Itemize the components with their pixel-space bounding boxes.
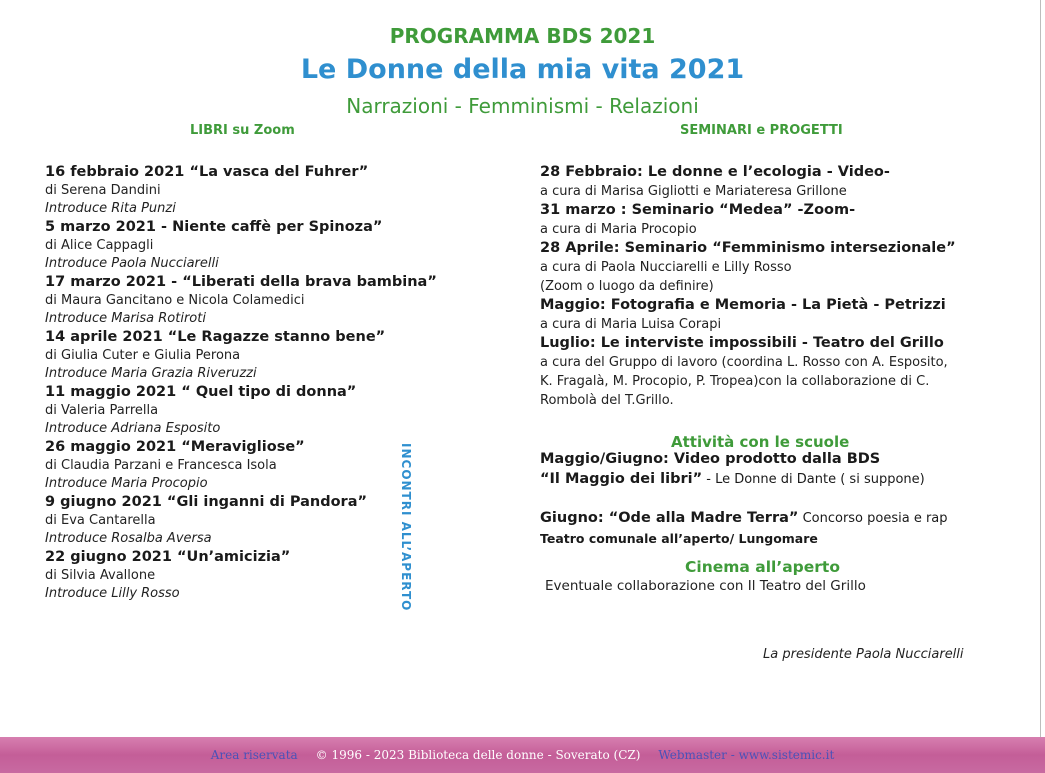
- seminar-title: 31 marzo : Seminario “Medea” -Zoom-: [540, 202, 856, 218]
- program-title: PROGRAMMA BDS 2021: [389, 24, 656, 48]
- seminars-heading: SEMINARI e PROGETTI: [680, 123, 843, 138]
- schools-line-text: - Le Donne di Dante ( si suppone): [702, 472, 925, 487]
- schools-line-text: Maggio/Giugno: Video prodotto dalla BDS: [540, 451, 881, 467]
- seminar-detail: K. Fragalà, M. Procopio, P. Tropea)con la collaborazione di C.: [540, 374, 930, 389]
- schools-line-text: Concorso poesia e rap: [798, 511, 948, 526]
- schools-line-bold: “Il Maggio dei libri”: [540, 471, 703, 487]
- seminar-detail: a cura di Paola Nucciarelli e Lilly Rosso: [540, 260, 792, 275]
- seminar-title: Maggio: Fotografia e Memoria - La Pietà - Petrizzi: [540, 297, 946, 313]
- book-title: 26 maggio 2021 “Meravigliose”: [45, 439, 305, 455]
- page-title: Le Donne della mia vita 2021: [300, 54, 745, 85]
- webmaster-link[interactable]: Webmaster - www.sistemic.it: [658, 748, 835, 762]
- reserved-area-link[interactable]: Area riservata: [210, 748, 298, 762]
- copyright-text: © 1996 - 2023 Biblioteca delle donne - Soverato (CZ): [315, 748, 641, 762]
- book-introducer: Introduce Rosalba Aversa: [45, 531, 212, 546]
- book-author: di Claudia Parzani e Francesca Isola: [45, 458, 277, 473]
- book-introducer: Introduce Maria Grazia Riveruzzi: [45, 366, 257, 381]
- book-item: [45, 493, 405, 548]
- cinema-heading: Cinema all’aperto: [685, 558, 840, 576]
- book-title: 5 marzo 2021 - Niente caffè per Spinoza”: [45, 219, 383, 235]
- page-subtitle: Narrazioni - Femminismi - Relazioni: [346, 94, 699, 118]
- schools-line: [540, 529, 1020, 549]
- book-title: 14 aprile 2021 “Le Ragazze stanno bene”: [45, 329, 386, 345]
- schools-line: [540, 469, 1020, 490]
- schools-heading: Attività con le scuole: [671, 433, 850, 451]
- footer-bar: [0, 737, 1045, 773]
- outdoor-events-label: INCONTRI ALL’APERTO: [399, 443, 413, 612]
- book-introducer: Introduce Rita Punzi: [45, 201, 176, 216]
- book-title: 9 giugno 2021 “Gli inganni di Pandora”: [45, 494, 368, 510]
- seminars-list: [540, 163, 1010, 410]
- book-introducer: Introduce Marisa Rotiroti: [45, 311, 206, 326]
- seminar-detail: Rombolà del T.Grillo.: [540, 393, 674, 408]
- book-item: [45, 163, 405, 218]
- seminar-detail: a cura di Maria Procopio: [540, 222, 697, 237]
- schools-line-bold: Giugno: “Ode alla Madre Terra”: [540, 510, 799, 526]
- seminar-detail: a cura di Marisa Gigliotti e Mariateresa Grillone: [540, 184, 847, 199]
- book-introducer: Introduce Maria Procopio: [45, 476, 208, 491]
- book-author: di Eva Cantarella: [45, 513, 156, 528]
- book-item: [45, 438, 405, 493]
- spacer: [540, 490, 1020, 508]
- seminar-item: [540, 239, 1010, 296]
- cinema-text: Eventuale collaborazione con Il Teatro del Grillo: [545, 578, 866, 594]
- book-introducer: Introduce Paola Nucciarelli: [45, 256, 219, 271]
- book-item: [45, 273, 437, 328]
- book-item: [45, 328, 405, 383]
- book-title: 16 febbraio 2021 “La vasca del Fuhrer”: [45, 164, 369, 180]
- seminar-detail: a cura del Gruppo di lavoro (coordina L. Rosso con A. Esposito,: [540, 355, 948, 370]
- books-heading: LIBRI su Zoom: [190, 123, 295, 138]
- book-item: [45, 383, 405, 438]
- seminar-detail: a cura di Maria Luisa Corapi: [540, 317, 722, 332]
- schools-line: [540, 449, 1020, 469]
- schools-line-venue: Teatro comunale all’aperto/ Lungomare: [540, 531, 818, 546]
- book-item: [45, 548, 405, 603]
- book-title: 11 maggio 2021 “ Quel tipo di donna”: [45, 384, 357, 400]
- book-author: di Valeria Parrella: [45, 403, 159, 418]
- seminar-item: [540, 334, 1010, 410]
- schools-line: [540, 508, 1020, 529]
- schools-section: [540, 449, 1020, 549]
- book-introducer: Introduce Lilly Rosso: [45, 586, 180, 601]
- signature: La presidente Paola Nucciarelli: [763, 647, 964, 662]
- book-author: di Alice Cappagli: [45, 238, 154, 253]
- book-title: 17 marzo 2021 - “Liberati della brava bambina”: [45, 274, 437, 290]
- book-author: di Giulia Cuter e Giulia Perona: [45, 348, 241, 363]
- book-introducer: Introduce Adriana Esposito: [45, 421, 221, 436]
- seminar-title: 28 Febbraio: Le donne e l’ecologia - Video-: [540, 164, 890, 180]
- seminar-title: 28 Aprile: Seminario “Femminismo intersezionale”: [540, 240, 956, 256]
- book-title: 22 giugno 2021 “Un’amicizia”: [45, 549, 291, 565]
- book-author: di Silvia Avallone: [45, 568, 156, 583]
- seminar-item: [540, 163, 1010, 201]
- seminar-item: [540, 201, 1010, 239]
- book-item: [45, 218, 405, 273]
- book-author: di Serena Dandini: [45, 183, 161, 198]
- book-author: di Maura Gancitano e Nicola Colamedici: [45, 293, 305, 308]
- seminar-detail: (Zoom o luogo da definire): [540, 279, 714, 294]
- seminar-item: [540, 296, 1010, 334]
- seminar-title: Luglio: Le interviste impossibili - Teatro del Grillo: [540, 335, 944, 351]
